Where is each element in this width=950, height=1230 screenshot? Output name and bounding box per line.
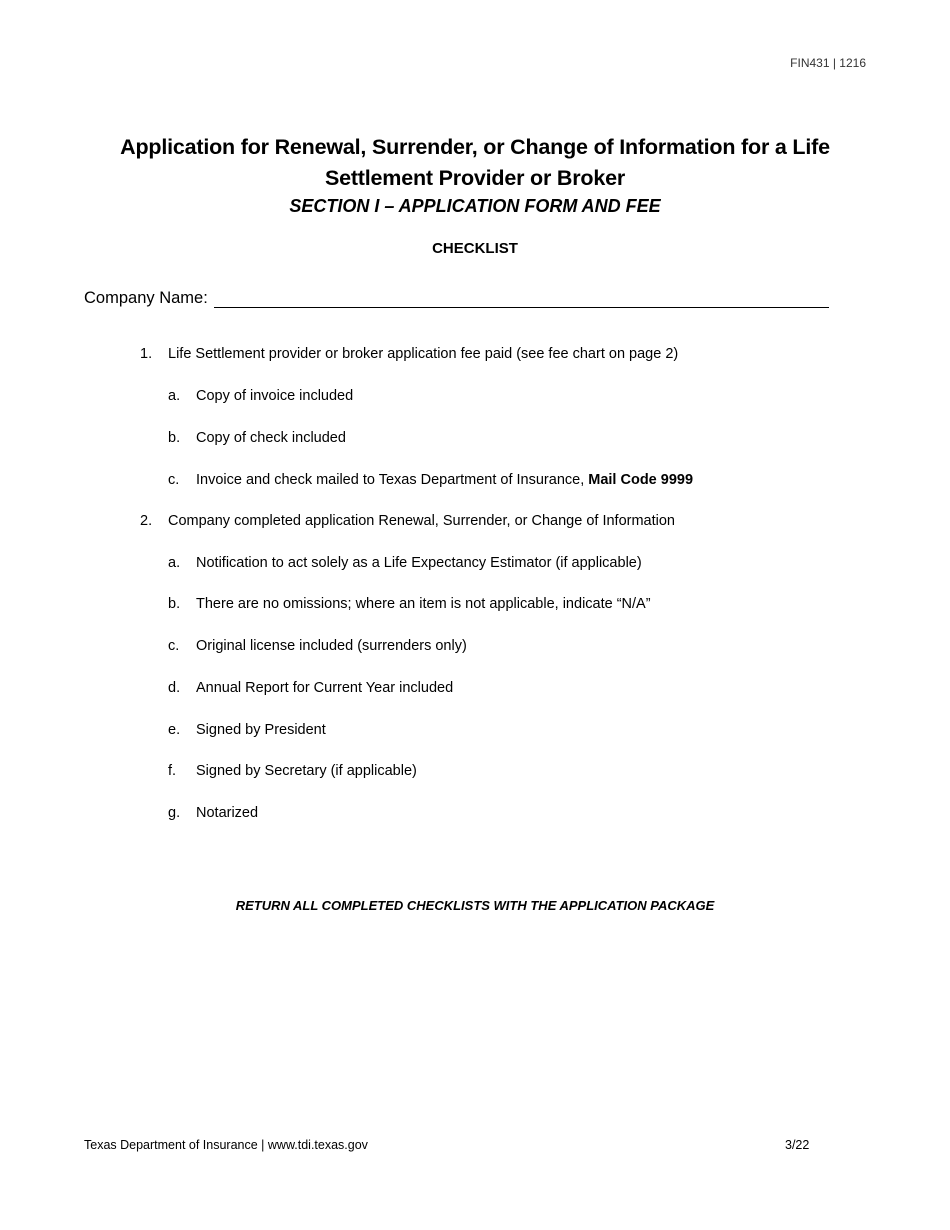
- checklist-subitem-2d: [168, 678, 453, 698]
- title-line-1: Application for Renewal, Surrender, or Change of Information for a Life: [120, 135, 830, 159]
- subitem-text: Copy of check included: [196, 430, 346, 446]
- subitem-marker: c.: [168, 638, 180, 654]
- checklist-subitem-1a: [168, 386, 353, 406]
- company-name-row: [84, 289, 829, 308]
- subitem-marker: c.: [168, 472, 180, 488]
- subitem-text: Copy of invoice included: [196, 388, 354, 404]
- title-line-2: Settlement Provider or Broker: [324, 166, 626, 190]
- subitem-marker: g.: [168, 805, 181, 821]
- subitem-text: Signed by Secretary (if applicable): [196, 763, 417, 779]
- subitem-marker: f.: [168, 763, 177, 779]
- item-number: 2.: [140, 513, 153, 529]
- company-name-field[interactable]: [214, 289, 829, 308]
- checklist-subitem-2f: [168, 761, 417, 781]
- subitem-marker: b.: [168, 430, 181, 446]
- subitem-marker: a.: [168, 388, 181, 404]
- subitem-text: Notification to act solely as a Life Expectancy Estimator (if applicable): [196, 555, 642, 571]
- return-note: RETURN ALL COMPLETED CHECKLISTS WITH THE APPLICATION PACKAGE: [235, 898, 715, 913]
- checklist-heading: CHECKLIST: [432, 240, 518, 257]
- subitem-text: Notarized: [196, 805, 259, 821]
- mail-code: Mail Code 9999: [588, 472, 694, 488]
- checklist-subitem-2g: [168, 803, 258, 823]
- item-text: Company completed application Renewal, Surrender, or Change of Information: [168, 513, 675, 529]
- subitem-text: Annual Report for Current Year included: [196, 680, 454, 696]
- checklist-item-2: [140, 511, 675, 531]
- checklist-subitem-1c: [168, 470, 693, 490]
- subitem-marker: b.: [168, 596, 181, 612]
- company-name-label: Company Name:: [84, 289, 208, 307]
- item-text: Life Settlement provider or broker application fee paid (see fee chart on page 2): [168, 346, 679, 362]
- checklist-subitem-2e: [168, 720, 326, 740]
- item-number: 1.: [140, 346, 153, 362]
- subitem-text: There are no omissions; where an item is not applicable, indicate “N/A”: [196, 596, 651, 612]
- form-code: FIN431 | 1216: [790, 56, 866, 70]
- subitem-marker: d.: [168, 680, 181, 696]
- checklist-subitem-2b: [168, 594, 651, 614]
- subitem-marker: e.: [168, 722, 181, 738]
- checklist-subitem-2a: [168, 553, 642, 573]
- checklist-subitem-2c: [168, 636, 467, 656]
- checklist-item-1: [140, 344, 678, 364]
- page-title: [95, 132, 855, 194]
- subitem-text: Invoice and check mailed to Texas Department of Insurance,: [196, 472, 589, 488]
- checklist-subitem-1b: [168, 428, 346, 448]
- footer-agency: Texas Department of Insurance | www.tdi.texas.gov: [84, 1138, 368, 1152]
- subitem-marker: a.: [168, 555, 181, 571]
- subitem-text: Signed by President: [196, 722, 326, 738]
- page-number: 3/22: [785, 1138, 810, 1152]
- subitem-text: Original license included (surrenders only): [196, 638, 467, 654]
- section-title: SECTION I – APPLICATION FORM AND FEE: [289, 196, 661, 216]
